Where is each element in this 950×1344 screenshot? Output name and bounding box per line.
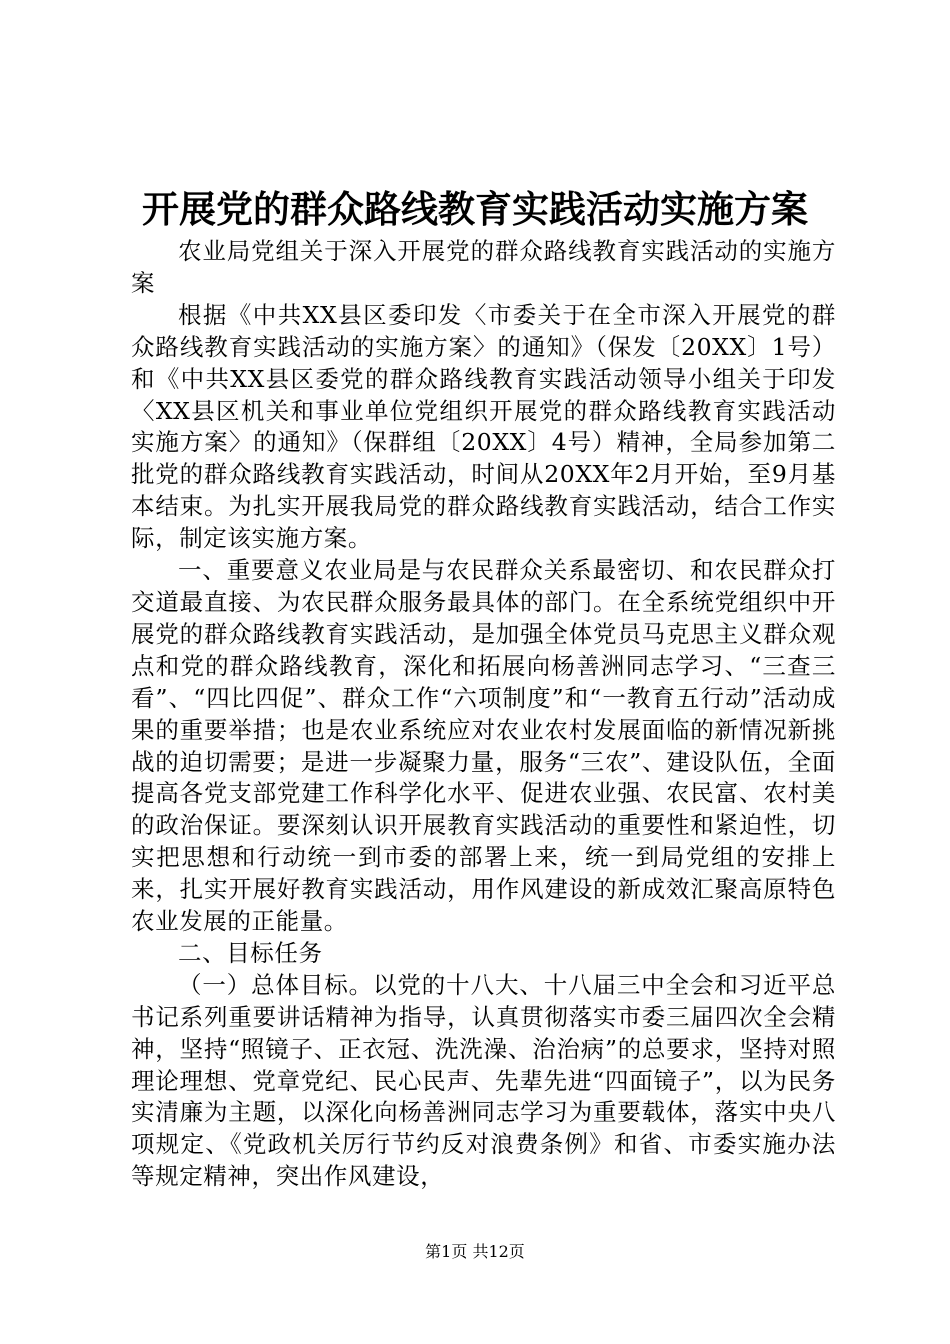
document-title: 开展党的群众路线教育实践活动实施方案: [142, 187, 808, 231]
paragraph-subtitle: 农业局党组关于深入开展党的群众路线教育实践活动的实施方案: [131, 237, 836, 297]
document-body: [131, 236, 836, 1193]
paragraph-basis: 根据《中共XX县区委印发〈市委关于在全市深入开展党的群众路线教育实践活动的实施方案〉的通知》（保发〔20XX〕1号）和《中共XX县区委党的群众路线教育实践活动领导小组关于印发〈XX县区机关和事业单位党组织开展党的群众路线教育实践活动实施方案〉的通知》（保群组〔20XX〕4号）精神，全局参加第二批党的群众路线教育实践活动，时间从20XX年2月开始，至9月基本结束。为扎实开展我局党的群众路线教育实践活动，结合工作实际，制定该实施方案。: [131, 300, 836, 553]
paragraph-overall-goal: （一）总体目标。以党的十八大、十八届三中全会和习近平总书记系列重要讲话精神为指导，认真贯彻落实市委三届四次全会精神，坚持“照镜子、正衣冠、洗洗澡、治治病”的总要求，坚持对照理论理想、党章党纪、民心民声、先辈先进“四面镜子”，以为民务实清廉为主题，以深化向杨善洲同志学习为重要载体，落实中央八项规定、《党政机关厉行节约反对浪费条例》和省、市委实施办法等规定精神，突出作风建设，: [131, 970, 836, 1191]
section-heading-goals: 二、目标任务: [178, 938, 323, 967]
paragraph-significance: 一、重要意义农业局是与农民群众关系最密切、和农民群众打交道最直接、为农民群众服务最具体的部门。在全系统党组织中开展党的群众路线教育实践活动，是加强全体党员马克思主义群众观点和党的群众路线教育，深化和拓展向杨善洲同志学习、“三查三看”、“四比四促”、群众工作“六项制度”和“一教育五行动”活动成果的重要举措；也是农业系统应对农业农村发展面临的新情况新挑战的迫切需要；是进一步凝聚力量，服务“三农”、建设队伍，全面提高各党支部党建工作科学化水平、促进农业强、农民富、农村美的政治保证。要深刻认识开展教育实践活动的重要性和紧迫性，切实把思想和行动统一到市委的部署上来，统一到局党组的安排上来，扎实开展好教育实践活动，用作风建设的新成效汇聚高原特色农业发展的正能量。: [131, 556, 836, 936]
page-number-footer: 第1页 共12页: [425, 1242, 525, 1261]
